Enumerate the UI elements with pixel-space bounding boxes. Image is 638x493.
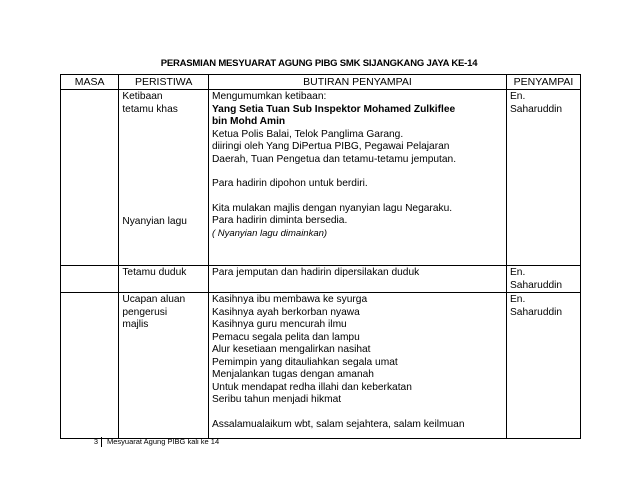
guest-name: bin Mohd Amin	[211, 116, 286, 127]
program-table	[60, 74, 581, 439]
header-penyampai: PENYAMPAI	[506, 75, 580, 90]
butiran-cell	[208, 266, 506, 293]
table-row	[61, 90, 581, 266]
butiran-cell	[208, 90, 506, 266]
poem-line: Pemimpin yang ditauliahkan segala umat	[211, 356, 398, 368]
guest-name: Yang Setia Tuan Sub Inspektor Mohamed Zulkiflee	[211, 103, 456, 115]
penyampai-text: Saharuddin	[509, 279, 563, 291]
penyampai-text: Saharuddin	[509, 306, 563, 318]
peristiwa-text: pengerusi	[122, 306, 168, 318]
masa-cell	[61, 266, 119, 293]
poem-line: Kasihnya guru mencurah ilmu	[211, 319, 347, 330]
table-row	[61, 266, 581, 293]
butiran-text: Mengumumkan ketibaan:	[211, 91, 327, 102]
poem-line: Pemacu segala pelita dan lampu	[211, 331, 360, 343]
peristiwa-text: tetamu khas	[122, 103, 178, 115]
penyampai-text: En.	[509, 91, 526, 102]
poem-line: Kasihnya ayah berkorban nyawa	[211, 306, 360, 318]
poem-line: Untuk mendapat redha illahi dan keberkatan	[211, 381, 412, 393]
poem-line: Kasihnya ibu membawa ke syurga	[211, 294, 368, 305]
butiran-text: Daerah, Tuan Pengetua dan tetamu-tetamu jemputan.	[211, 153, 457, 165]
butiran-cell	[208, 293, 506, 439]
greeting-line: Assalamualaikum wbt, salam sejahtera, salam keilmuan	[211, 418, 465, 430]
document-title: PERASMIAN MESYUARAT AGUNG PIBG SMK SIJANGKANG JAYA KE-14	[160, 58, 478, 69]
masa-cell	[61, 90, 119, 266]
peristiwa-cell	[119, 266, 209, 293]
peristiwa-cell	[119, 90, 209, 266]
butiran-note: ( Nyanyian lagu dimainkan)	[211, 227, 328, 239]
penyampai-text: Saharuddin	[509, 103, 563, 115]
butiran-text: Para jemputan dan hadirin dipersilakan duduk	[211, 267, 420, 278]
peristiwa-text: Ketibaan	[122, 91, 163, 102]
masa-cell	[61, 293, 119, 439]
butiran-text: diiringi oleh Yang DiPertua PIBG, Pegawai Pelajaran	[211, 141, 450, 152]
peristiwa-text: Ucapan aluan	[122, 294, 186, 305]
peristiwa-text: Nyanyian lagu	[122, 216, 187, 227]
footer-text: Mesyuarat Agung PIBG kali ke 14	[107, 437, 220, 446]
butiran-text: Para hadirin dipohon untuk berdiri.	[211, 178, 368, 189]
poem-line: Alur kesetiaan mengalirkan nasihat	[211, 344, 371, 355]
poem-line: Seribu tahun menjadi hikmat	[211, 394, 342, 405]
table-row	[61, 293, 581, 439]
peristiwa-cell	[119, 293, 209, 439]
butiran-text: Para hadirin diminta bersedia.	[211, 215, 348, 226]
penyampai-cell	[506, 293, 580, 439]
penyampai-cell	[506, 90, 580, 266]
butiran-text: Ketua Polis Balai, Telok Panglima Garang.	[211, 128, 404, 140]
header-masa: MASA	[61, 75, 119, 90]
butiran-text: Kita mulakan majlis dengan nyanyian lagu Negaraku.	[211, 202, 453, 214]
peristiwa-text: majlis	[122, 319, 149, 330]
penyampai-text: En.	[509, 294, 526, 305]
header-butiran: BUTIRAN PENYAMPAI	[208, 75, 506, 90]
page-footer	[84, 437, 219, 447]
page-number: 3	[84, 437, 102, 447]
poem-line: Menjalankan tugas dengan amanah	[211, 369, 374, 380]
table-header-row	[61, 75, 581, 90]
peristiwa-text: Tetamu duduk	[122, 267, 187, 278]
penyampai-text: En.	[509, 267, 526, 278]
header-peristiwa: PERISTIWA	[119, 75, 209, 90]
penyampai-cell	[506, 266, 580, 293]
